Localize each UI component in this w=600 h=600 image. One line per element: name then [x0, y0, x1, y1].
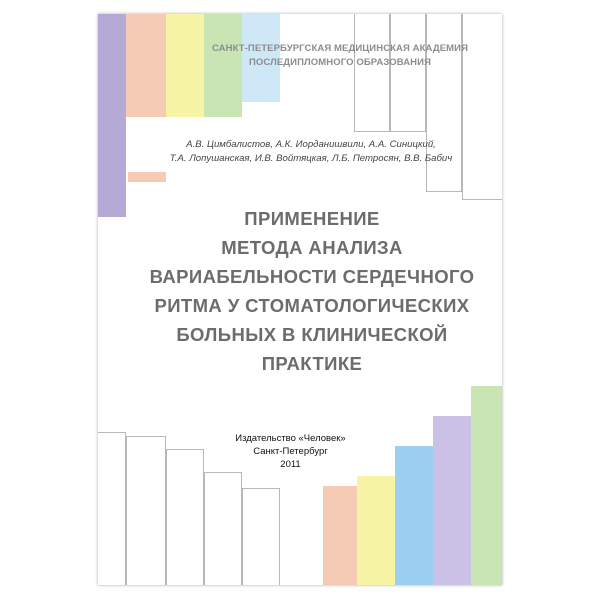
outline-box-bottom-4 [204, 472, 242, 585]
academy-name [208, 42, 472, 70]
authors-line-2: Т.А. Лопушанская, И.В. Войтяцкая, Л.Б. Петросян, В.В. Бабич [169, 153, 453, 164]
stripe-yellow-top [166, 14, 204, 117]
book-title [136, 204, 488, 378]
title-line-2: МЕТОДА АНАЛИЗА [221, 237, 403, 258]
publisher-info [218, 432, 363, 471]
authors-line-1: А.В. Цимбалистов, А.К. Иорданишвили, А.А. Синицкий, [186, 139, 436, 150]
academy-line-1: САНКТ-ПЕТЕРБУРГСКАЯ МЕДИЦИНСКАЯ АКАДЕМИЯ [211, 43, 469, 54]
publisher-year: 2011 [280, 459, 301, 470]
title-line-6: ПРАКТИКЕ [261, 353, 363, 374]
stripe-peach-top [126, 14, 166, 117]
outline-box-bottom-1 [98, 432, 126, 585]
title-line-4: РИТМА У СТОМАТОЛОГИЧЕСКИХ [154, 295, 470, 316]
outline-box-top-2 [390, 14, 426, 132]
title-line-5: БОЛЬНЫХ В КЛИНИЧЕСКОЙ [176, 324, 448, 345]
title-line-3: ВАРИАБЕЛЬНОСТИ СЕРДЕЧНОГО [149, 266, 475, 287]
book-cover [98, 14, 502, 585]
outline-box-bottom-2 [126, 436, 166, 585]
outline-box-top-1 [354, 14, 390, 132]
stripe-yellow-bottom [357, 476, 395, 585]
stripe-peach-small [128, 172, 166, 182]
stripe-lavender-bottom [433, 416, 471, 585]
stripe-blue-bottom [395, 446, 433, 585]
authors [126, 138, 496, 166]
outline-box-bottom-5 [242, 488, 280, 585]
academy-line-2: ПОСЛЕДИПЛОМНОГО ОБРАЗОВАНИЯ [248, 57, 432, 68]
publisher-city: Санкт-Петербург [253, 446, 328, 457]
outline-box-bottom-3 [166, 449, 204, 585]
stripe-green-bottom [471, 386, 502, 585]
publisher-name: Издательство «Человек» [235, 433, 346, 444]
stripe-peach-bottom [323, 486, 357, 585]
title-line-1: ПРИМЕНЕНИЕ [244, 208, 380, 229]
stripe-lavender-top [98, 14, 126, 217]
